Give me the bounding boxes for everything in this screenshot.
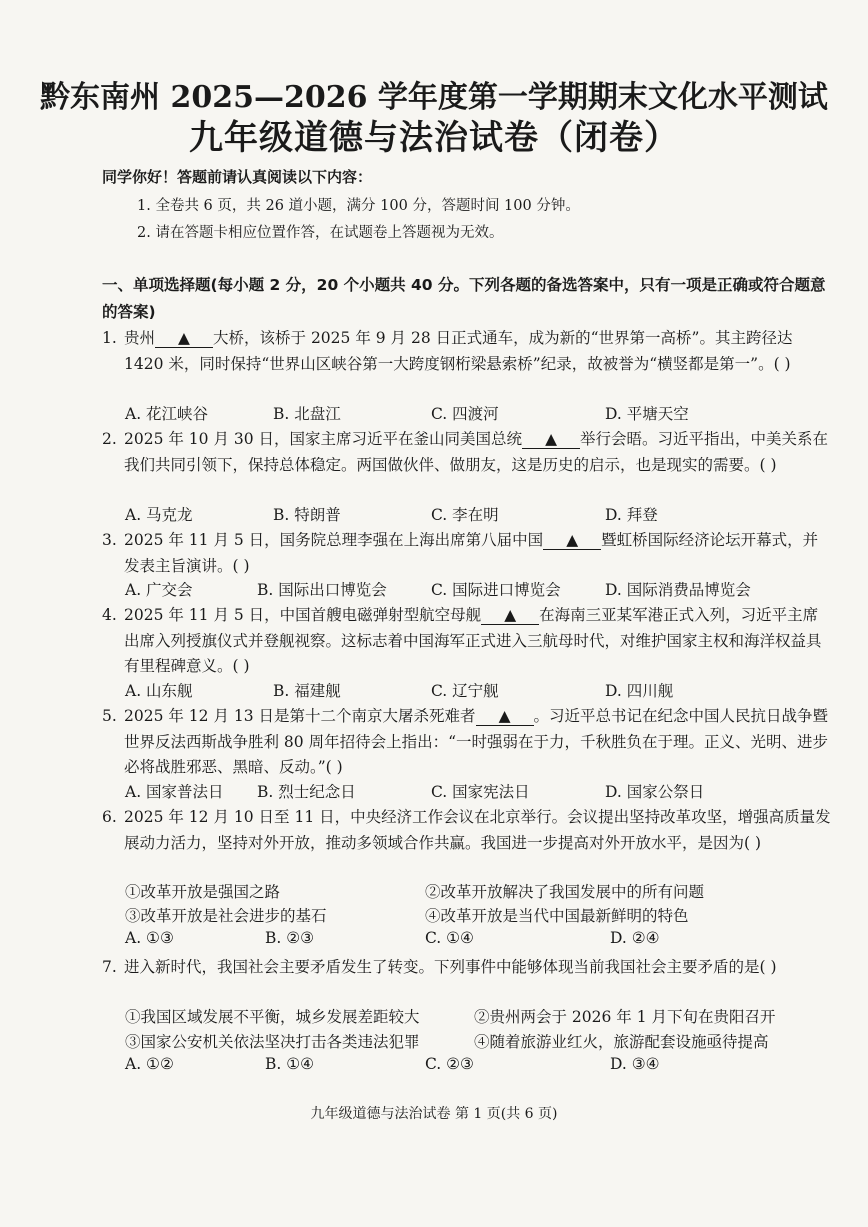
- statement-1: ①我国区域发展不平衡，城乡发展差距较大: [125, 1008, 420, 1026]
- answer-blank: ▲: [155, 329, 213, 348]
- question-number: 3.: [102, 531, 117, 549]
- question-text: 。习近平总书记在纪念中国人民抗日战争暨世界反法西斯战争胜利 80 周年招待会上指出：“一时强弱在于力，千秋胜负在于理。正义、光明、进步必将战胜邪恶、黑暗、反动。”( ): [124, 707, 829, 776]
- question-6: [102, 805, 832, 856]
- option-c: C. 李在明: [431, 506, 499, 524]
- option-c: C. 国际进口博览会: [431, 581, 561, 599]
- statement-2: ②改革开放解决了我国发展中的所有问题: [425, 883, 705, 901]
- exam-title: 黔东南州 2025—2026 学年度第一学期期末文化水平测试: [40, 80, 828, 115]
- options-q5: [125, 780, 825, 804]
- page-footer: 九年级道德与法治试卷 第 1 页(共 6 页): [310, 1106, 558, 1122]
- options-q1: [125, 402, 825, 426]
- option-d: D. ②④: [610, 929, 660, 947]
- question-number: 6.: [102, 808, 117, 826]
- option-a: A. ①②: [125, 1055, 174, 1073]
- option-a: A. 山东舰: [125, 682, 193, 700]
- section-heading: 一、单项选择题(每小题 2 分，20 个小题共 40 分。下列各题的备选答案中，只有一项是正确或符合题意的答案): [102, 276, 826, 321]
- option-b: B. ②③: [265, 929, 315, 947]
- option-d: D. 平塘天空: [605, 405, 689, 423]
- option-a: A. 马克龙: [125, 506, 193, 524]
- options-q2: [125, 503, 825, 527]
- question-text: 2025 年 10 月 30 日，国家主席习近平在釜山同美国总统: [124, 430, 523, 448]
- option-b: B. ①④: [265, 1055, 315, 1073]
- question-text: 暨虹桥国际经济论坛开幕式，并发表主旨演讲。( ): [124, 531, 819, 575]
- answer-blank: ▲: [481, 606, 539, 625]
- question-2: [102, 427, 832, 478]
- question-number: 1.: [102, 329, 117, 347]
- option-a: A. 花江峡谷: [125, 405, 209, 423]
- exam-subtitle: 九年级道德与法治试卷（闭卷）: [189, 118, 679, 158]
- option-c: C. ②③: [425, 1055, 474, 1073]
- instruction-item: 2. 请在答题卡相应位置作答，在试题卷上答题视为无效。: [137, 225, 504, 241]
- question-number: 2.: [102, 430, 117, 448]
- question-text: 大桥，该桥于 2025 年 9 月 28 日正式通车，成为新的“世界第一高桥”。其主跨径达 1420 米，同时保持“世界山区峡谷第一大跨度钢桁梁悬索桥”纪录，故被誉为“横竖都是第一”。( ): [124, 329, 793, 373]
- answer-blank: ▲: [476, 707, 534, 726]
- option-c: C. 四渡河: [431, 405, 499, 423]
- option-c: C. 辽宁舰: [431, 682, 499, 700]
- question-number: 7.: [102, 958, 117, 976]
- question-5: [102, 704, 832, 781]
- option-b: B. 福建舰: [273, 682, 341, 700]
- instruction-item: 1. 全卷共 6 页，共 26 道小题，满分 100 分，答题时间 100 分钟。: [137, 198, 580, 214]
- options-q7: [125, 1055, 825, 1079]
- question-text: 2025 年 12 月 10 日至 11 日，中央经济工作会议在北京举行。会议提出坚持改革攻坚，增强高质量发展动力活力，坚持对外开放，推动多领域合作共赢。我国进一步提高对外开放水平，是因为( ): [124, 808, 831, 852]
- answer-blank: ▲: [543, 531, 601, 550]
- question-1: [102, 326, 832, 377]
- option-b: B. 特朗普: [273, 506, 341, 524]
- question-text: 2025 年 11 月 5 日，国务院总理李强在上海出席第八届中国: [124, 531, 544, 549]
- option-b: B. 烈士纪念日: [257, 783, 356, 801]
- question-text: 2025 年 12 月 13 日是第十二个南京大屠杀死难者: [124, 707, 476, 725]
- question-7: [102, 955, 832, 981]
- option-d: D. 国家公祭日: [605, 783, 705, 801]
- question-text: 进入新时代，我国社会主要矛盾发生了转变。下列事件中能够体现当前我国社会主要矛盾的是( ): [124, 958, 777, 976]
- question-text: 在海南三亚某军港正式入列，习近平主席出席入列授旗仪式并登舰视察。这标志着中国海军正式进入三航母时代，对维护国家主权和海洋权益具有里程碑意义。( ): [124, 606, 822, 675]
- options-q4: [125, 679, 825, 703]
- option-d: D. 国际消费品博览会: [605, 581, 751, 599]
- question-text: 贵州: [124, 329, 156, 347]
- question-number: 5.: [102, 707, 117, 725]
- answer-blank: ▲: [522, 430, 580, 449]
- statement-1: ①改革开放是强国之路: [125, 883, 281, 901]
- statement-2: ②贵州两会于 2026 年 1 月下旬在贵阳召开: [474, 1008, 776, 1026]
- option-a: A. ①③: [125, 929, 174, 947]
- question-4: [102, 603, 832, 680]
- statement-4: ④改革开放是当代中国最新鲜明的特色: [425, 907, 689, 925]
- option-a: A. 广交会: [125, 581, 193, 599]
- option-d: D. ③④: [610, 1055, 660, 1073]
- statement-3: ③改革开放是社会进步的基石: [125, 907, 327, 925]
- instructions-greeting: 同学你好！答题前请认真阅读以下内容：: [102, 168, 373, 186]
- options-q3: [125, 578, 825, 602]
- question-text: 举行会晤。习近平指出，中美关系在我们共同引领下，保持总体稳定。两国做伙伴、做朋友，这是历史的启示，也是现实的需要。( ): [124, 430, 829, 474]
- option-d: D. 拜登: [605, 506, 658, 524]
- option-c: C. ①④: [425, 929, 474, 947]
- options-q6: [125, 929, 825, 953]
- option-b: B. 国际出口博览会: [257, 581, 387, 599]
- statement-3: ③国家公安机关依法坚决打击各类违法犯罪: [125, 1033, 420, 1051]
- question-text: 2025 年 11 月 5 日，中国首艘电磁弹射型航空母舰: [124, 606, 482, 624]
- question-3: [102, 528, 832, 579]
- option-b: B. 北盘江: [273, 405, 341, 423]
- option-a: A. 国家普法日: [125, 783, 224, 801]
- option-c: C. 国家宪法日: [431, 783, 530, 801]
- question-number: 4.: [102, 606, 117, 624]
- option-d: D. 四川舰: [605, 682, 674, 700]
- statement-4: ④随着旅游业红火，旅游配套设施亟待提高: [474, 1033, 769, 1051]
